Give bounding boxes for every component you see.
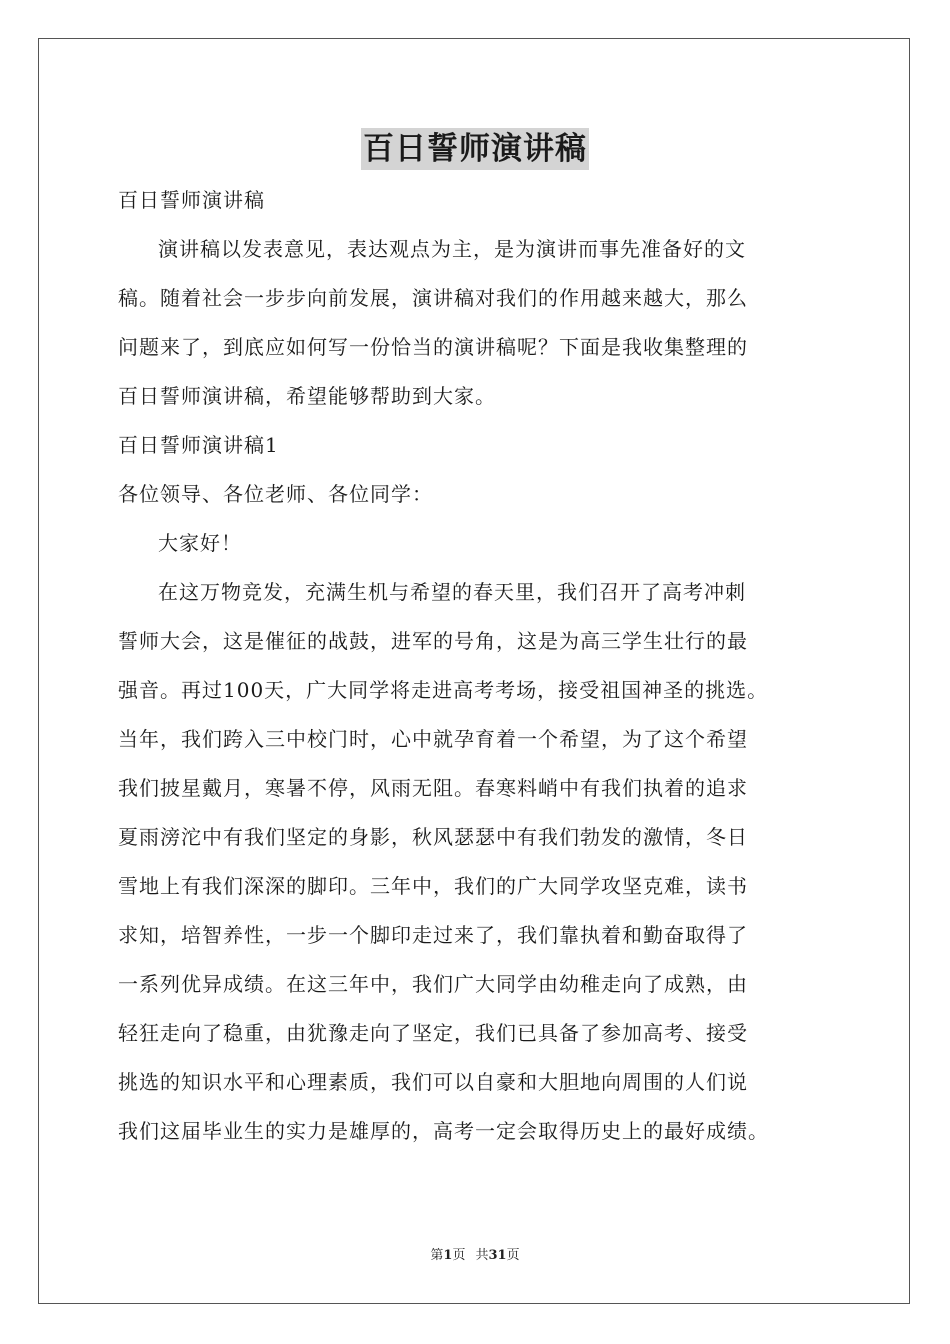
body-line: 夏雨滂沱中有我们坚定的身影，秋风瑟瑟中有我们勃发的激情，冬日 (118, 825, 748, 849)
section-heading: 百日誓师演讲稿1 (118, 433, 279, 457)
body-line: 在这万物竞发，充满生机与希望的春天里，我们召开了高考冲刺 (158, 580, 746, 604)
page-number-label (430, 1248, 465, 1263)
page-current: 1 (443, 1248, 453, 1263)
body-line: 挑选的知识水平和心理素质，我们可以自豪和大胆地向周围的人们说 (118, 1070, 748, 1094)
intro-line: 稿。随着社会一步步向前发展，演讲稿对我们的作用越来越大，那么 (118, 286, 748, 310)
title-container (0, 128, 950, 170)
document-subtitle: 百日誓师演讲稿 (118, 188, 265, 212)
total-prefix: 共 (475, 1248, 489, 1263)
speech-paragraph (118, 568, 832, 1156)
body-line: 我们披星戴月，寒暑不停，风雨无阻。春寒料峭中有我们执着的追求 (118, 776, 748, 800)
intro-line: 百日誓师演讲稿，希望能够帮助到大家。 (118, 384, 496, 408)
salutation: 各位领导、各位老师、各位同学： (118, 482, 433, 506)
page-suffix: 页 (452, 1248, 466, 1263)
page-prefix: 第 (430, 1248, 444, 1263)
body-line: 一系列优异成绩。在这三年中，我们广大同学由幼稚走向了成熟，由 (118, 972, 748, 996)
body-line: 求知，培智养性，一步一个脚印走过来了，我们靠执着和勤奋取得了 (118, 923, 748, 947)
page-total: 31 (488, 1248, 507, 1263)
document-title: 百日誓师演讲稿 (361, 128, 589, 170)
intro-line: 问题来了，到底应如何写一份恰当的演讲稿呢？下面是我收集整理的 (118, 335, 748, 359)
body-line: 当年，我们跨入三中校门时，心中就孕育着一个希望，为了这个希望 (118, 727, 748, 751)
page-total-label (475, 1248, 519, 1263)
body-line: 雪地上有我们深深的脚印。三年中，我们的广大同学攻坚克难，读书 (118, 874, 748, 898)
document-body (118, 176, 832, 1156)
greeting: 大家好！ (158, 531, 242, 555)
body-line: 轻狂走向了稳重，由犹豫走向了坚定，我们已具备了参加高考、接受 (118, 1021, 748, 1045)
body-line: 强音。再过100天，广大同学将走进高考考场，接受祖国神圣的挑选。 (118, 678, 769, 702)
intro-line: 演讲稿以发表意见，表达观点为主，是为演讲而事先准备好的文 (158, 237, 746, 261)
body-line: 我们这届毕业生的实力是雄厚的，高考一定会取得历史上的最好成绩。 (118, 1119, 769, 1143)
total-suffix: 页 (506, 1248, 520, 1263)
intro-paragraph (118, 225, 832, 421)
page-footer (0, 1247, 950, 1265)
body-line: 誓师大会，这是催征的战鼓，进军的号角，这是为高三学生壮行的最 (118, 629, 748, 653)
